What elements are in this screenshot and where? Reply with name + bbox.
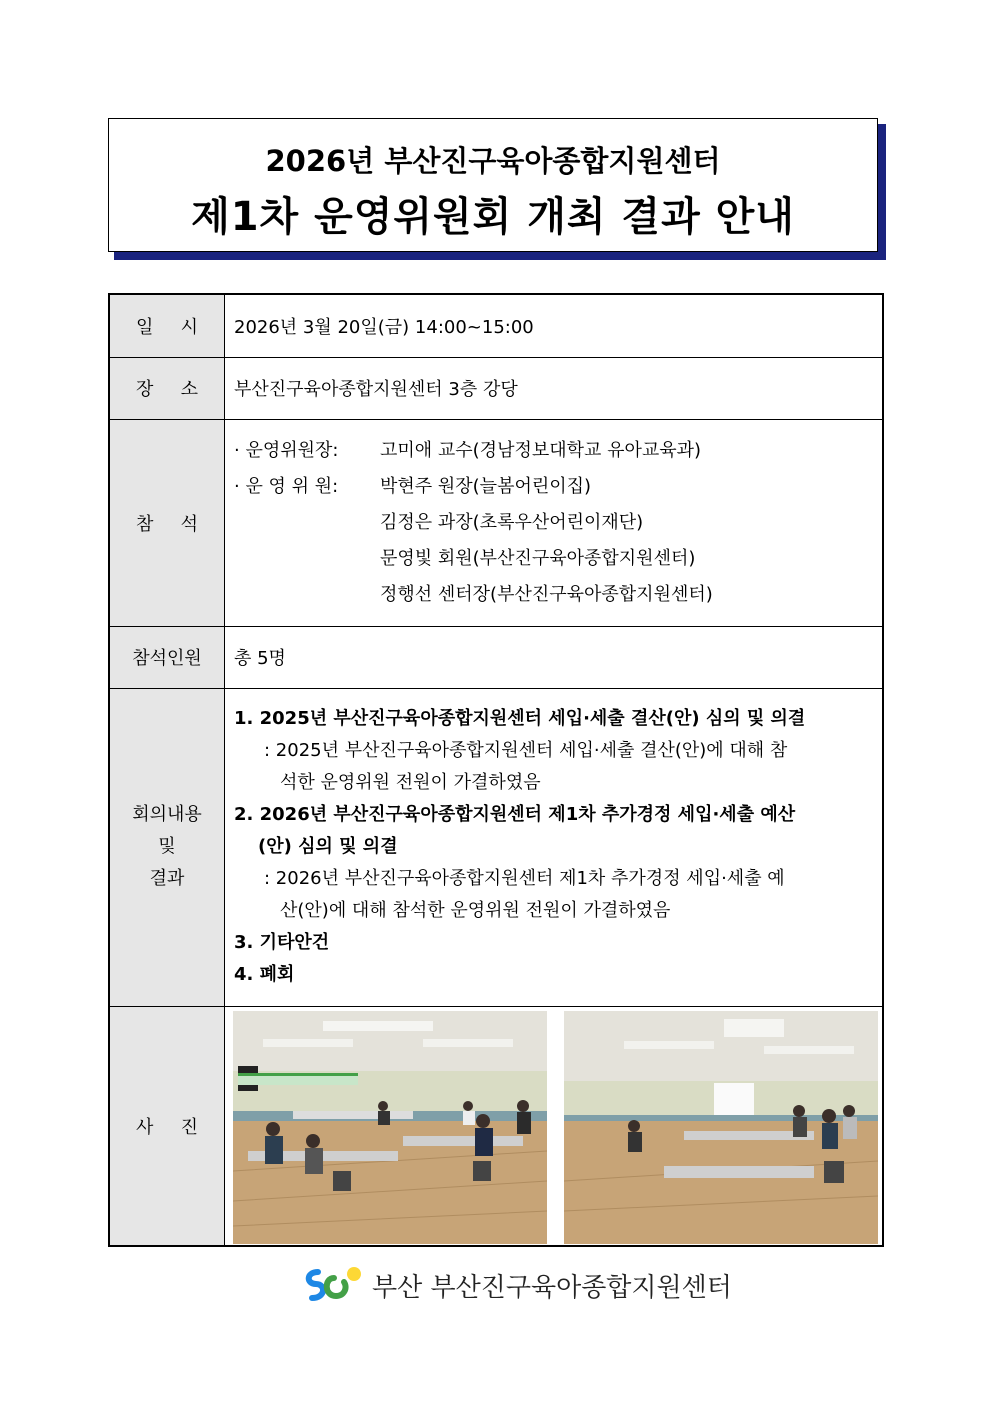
footer-brand: 부산 부산진구육아종합지원센터 — [372, 1273, 732, 1303]
value-place: 부산진구육아종합지원센터 3층 강당 — [225, 357, 884, 419]
attendee-member — [234, 505, 881, 541]
title-box — [108, 118, 878, 252]
swirl-logo-icon — [300, 1264, 366, 1304]
member-name: 정행선 센터장(부산진구육아종합지원센터) — [380, 583, 713, 605]
row-results — [109, 688, 883, 1006]
result-item-4: 4. 폐회 — [234, 964, 295, 985]
value-attendees — [225, 419, 884, 626]
label-attendees: 참 석 — [109, 419, 225, 626]
result-item-1-note: : 2025년 부산진구육아종합지원센터 세입·세출 결산(안)에 대해 참 석한 운영위원 전원이 가결하였음 — [264, 740, 788, 793]
chair-role: · 운영위원장: — [234, 439, 339, 461]
label-place: 장 소 — [109, 357, 225, 419]
title-line-2: 제1차 운영위원회 개최 결과 안내 — [191, 194, 795, 240]
member-name: 문영빛 회원(부산진구육아종합지원센터) — [380, 547, 696, 569]
attendee-member — [234, 469, 881, 505]
row-place — [109, 357, 883, 419]
value-results — [225, 688, 884, 1006]
chair-name: 고미애 교수(경남정보대학교 유아교육과) — [380, 439, 702, 461]
row-count — [109, 626, 883, 688]
meeting-photo-1 — [233, 1011, 547, 1244]
result-item-2-note: : 2026년 부산진구육아종합지원센터 제1차 추가경정 세입·세출 예 산(안)에 대해 참석한 운영위원 전원이 가결하였음 — [264, 868, 785, 921]
result-item-1-title: 1. 2025년 부산진구육아종합지원센터 세입·세출 결산(안) 심의 및 의결 — [234, 708, 806, 729]
title-line-1: 2026년 부산진구육아종합지원센터 — [265, 144, 721, 178]
attendee-member — [234, 577, 881, 613]
row-photos — [109, 1006, 883, 1246]
member-role: · 운 영 위 원: — [234, 475, 339, 497]
label-count: 참석인원 — [109, 626, 225, 688]
member-name: 김정은 과장(초록우산어린이재단) — [380, 511, 644, 533]
value-datetime: 2026년 3월 20일(금) 14:00~15:00 — [225, 294, 884, 357]
row-attendees — [109, 419, 883, 626]
result-item-3: 3. 기타안건 — [234, 932, 330, 953]
member-name: 박현주 원장(늘봄어린이집) — [380, 475, 592, 497]
footer-logo — [300, 1264, 732, 1304]
value-photos — [225, 1006, 884, 1246]
attendee-member — [234, 541, 881, 577]
meeting-photo-2 — [564, 1011, 878, 1244]
label-datetime: 일 시 — [109, 294, 225, 357]
result-item-2-title: 2. 2026년 부산진구육아종합지원센터 제1차 추가경정 세입·세출 예산 (안) 심의 및 의결 — [234, 804, 796, 857]
value-count: 총 5명 — [225, 626, 884, 688]
label-results: 회의내용 및 결과 — [109, 688, 225, 1006]
label-photos: 사 진 — [109, 1006, 225, 1246]
info-table — [108, 293, 884, 1247]
attendee-chair — [234, 433, 881, 469]
row-datetime — [109, 294, 883, 357]
